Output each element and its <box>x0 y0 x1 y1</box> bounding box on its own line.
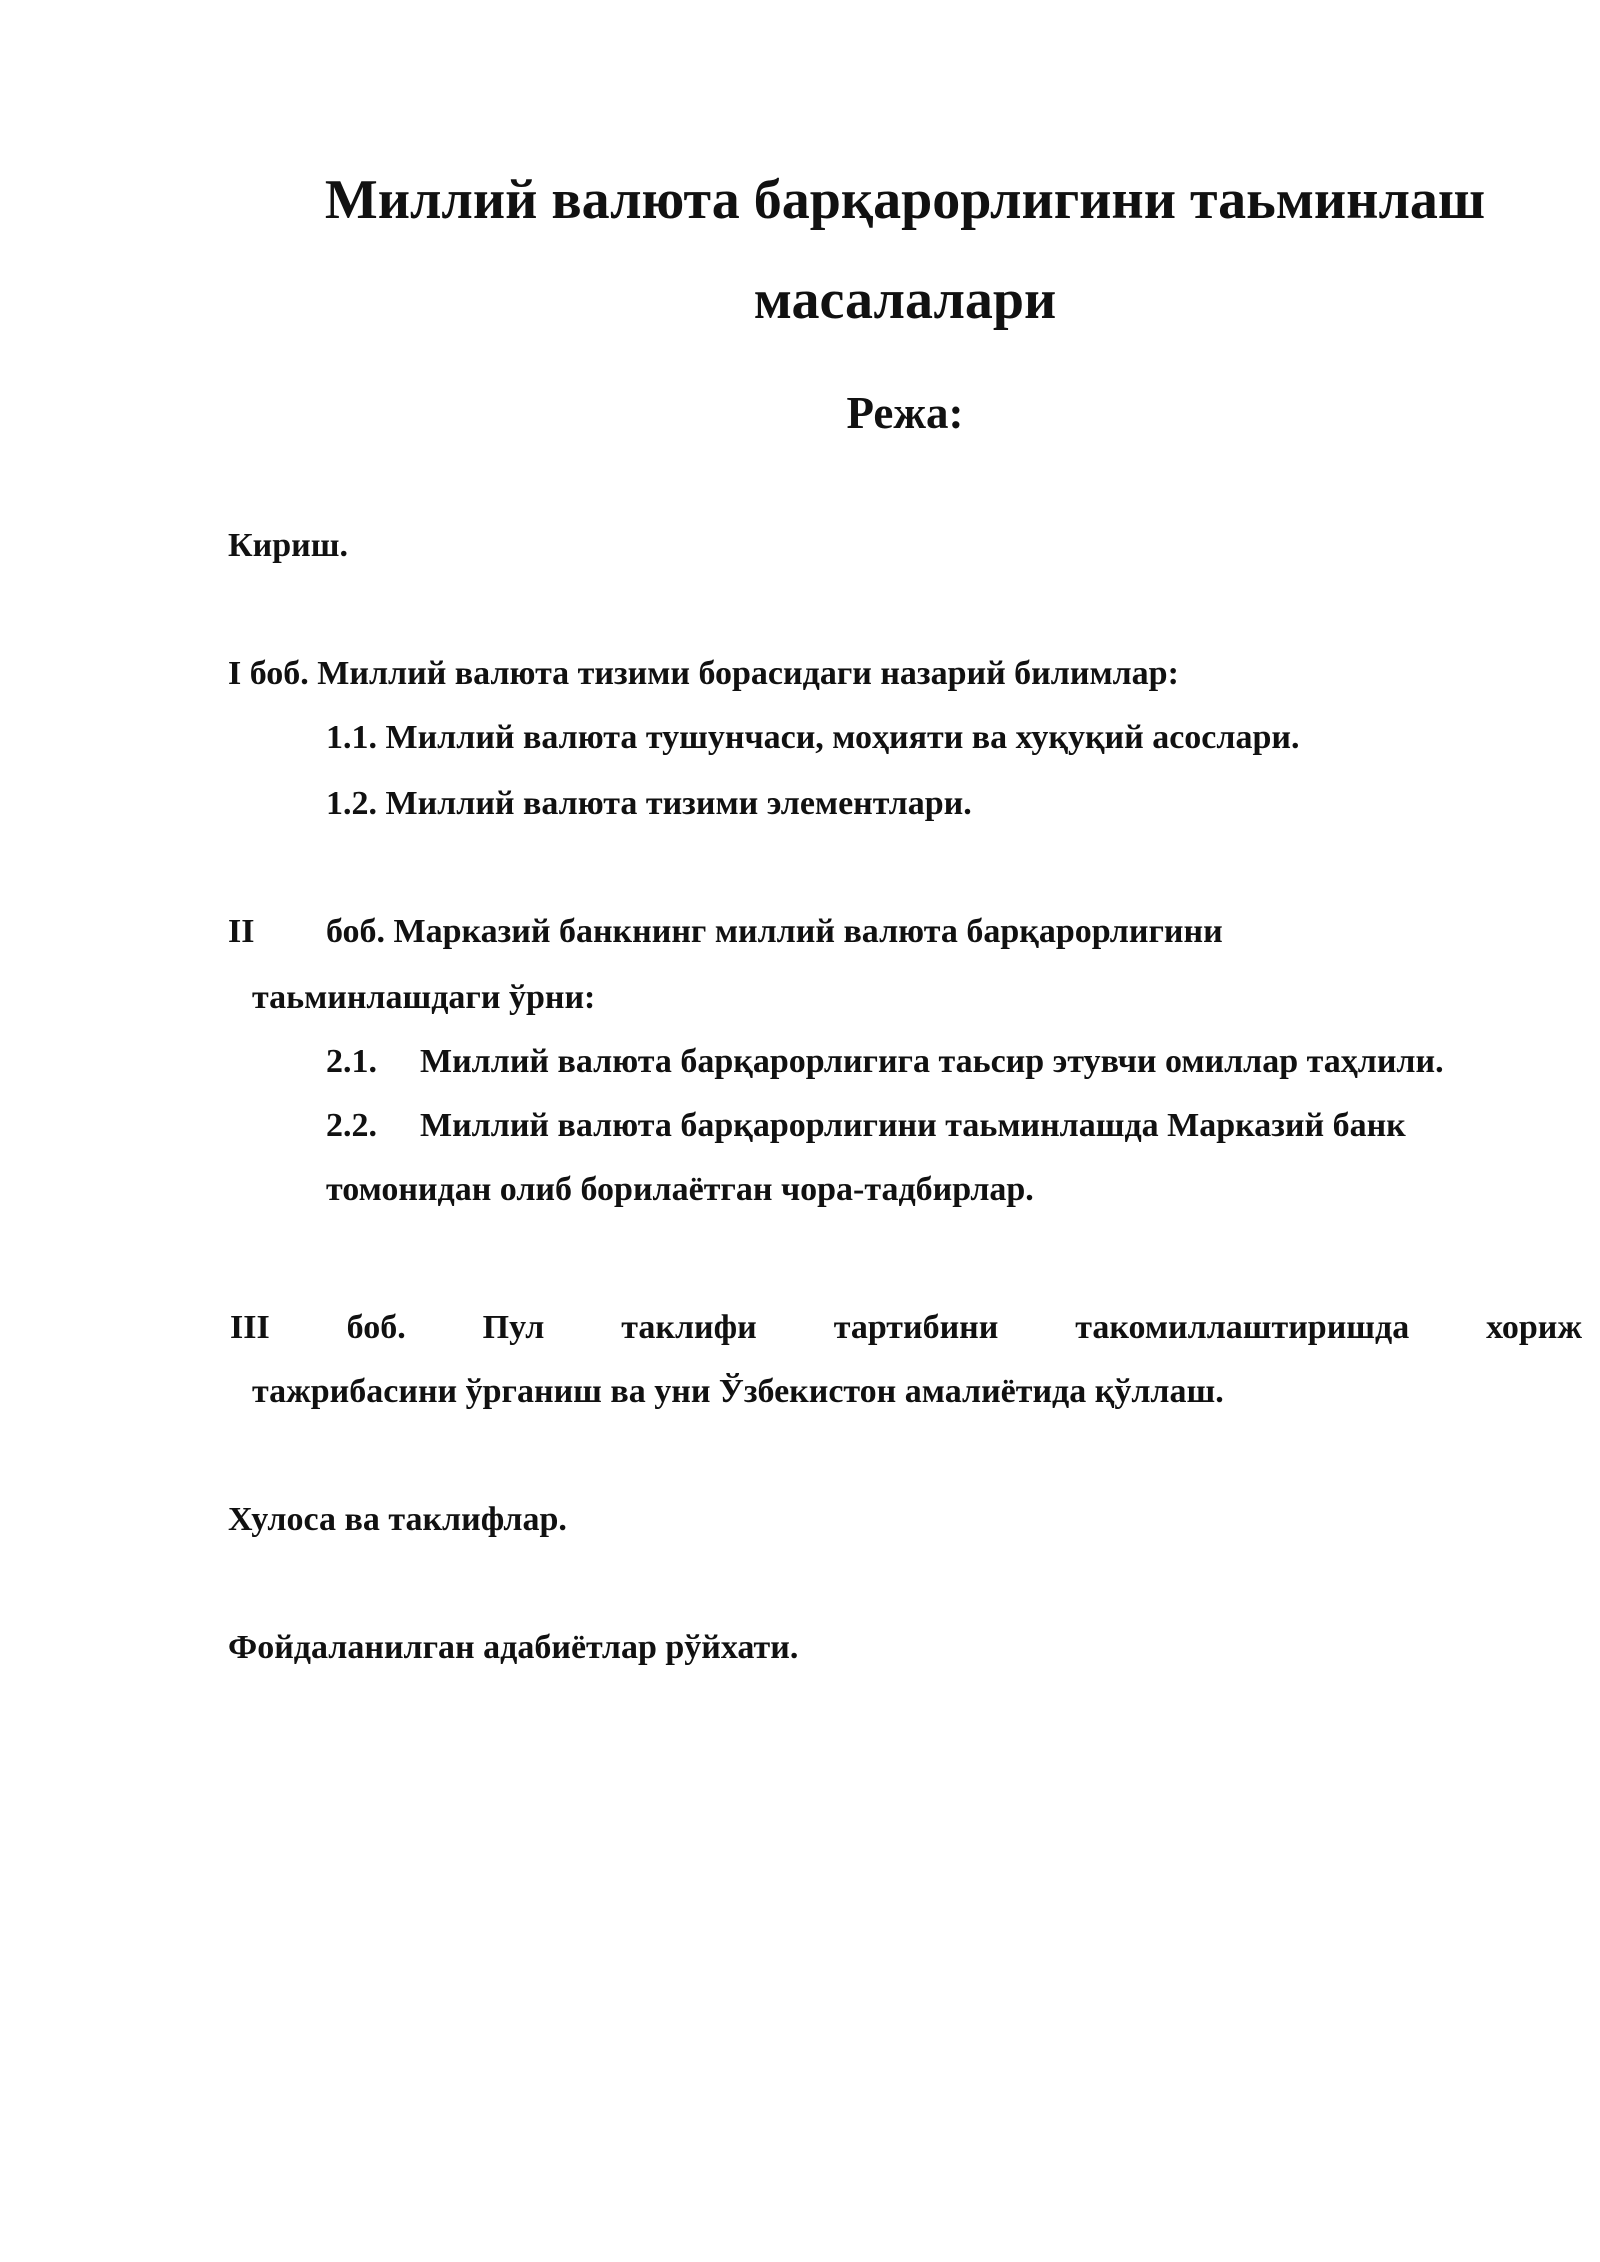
section-1-1: 1.1. Миллий валюта тушунчаси, моҳияти ва хуқуқий асослари. <box>326 719 1300 756</box>
section-2-1-text: Миллий валюта барқарорлигига таьсир этувчи омиллар таҳлили. <box>420 1043 1444 1080</box>
conclusion-item: Хулоса ва таклифлар. <box>228 1501 567 1538</box>
chapter3-word: боб. <box>346 1309 406 1346</box>
intro-item: Кириш. <box>228 527 348 564</box>
section-2-2-text: Миллий валюта барқарорлигини таьминлашда Марказий банк <box>420 1107 1406 1144</box>
chapter3-word: Пул <box>482 1309 545 1346</box>
chapter2-heading-line1: боб. Марказий банкнинг миллий валюта барқарорлигини <box>326 913 1223 950</box>
chapter2-heading-line2: таьминлашдаги ўрни: <box>252 979 596 1016</box>
chapter3-word: такомиллаштиришда <box>1075 1309 1410 1346</box>
chapter3-word: таклифи <box>621 1309 757 1346</box>
chapter3-heading-line2: тажрибасини ўрганиш ва уни Ўзбекистон амалиётида қўллаш. <box>252 1373 1224 1410</box>
chapter1-heading: I боб. Миллий валюта тизими борасидаги назарий билимлар: <box>228 655 1179 692</box>
document-title <box>230 150 1580 350</box>
title-line-1: Миллий валюта барқарорлигини таьминлаш <box>324 169 1486 231</box>
chapter2-numeral: II <box>228 913 255 950</box>
section-1-2: 1.2. Миллий валюта тизими элементлари. <box>326 785 972 822</box>
section-2-2-text-line2: томонидан олиб борилаётган чора-тадбирлар. <box>326 1171 1034 1208</box>
plan-heading: Режа: <box>846 388 964 438</box>
references-item: Фойдаланилган адабиётлар рўйхати. <box>228 1629 799 1666</box>
title-line-2: масалалари <box>753 269 1057 331</box>
chapter3-word: III <box>230 1309 270 1346</box>
section-2-1-number: 2.1. <box>326 1043 377 1080</box>
chapter3-word: тартибини <box>833 1309 999 1346</box>
chapter3-heading-line1 <box>230 1306 1582 1350</box>
chapter3-word: хориж <box>1486 1309 1582 1346</box>
section-2-2-number: 2.2. <box>326 1107 377 1144</box>
